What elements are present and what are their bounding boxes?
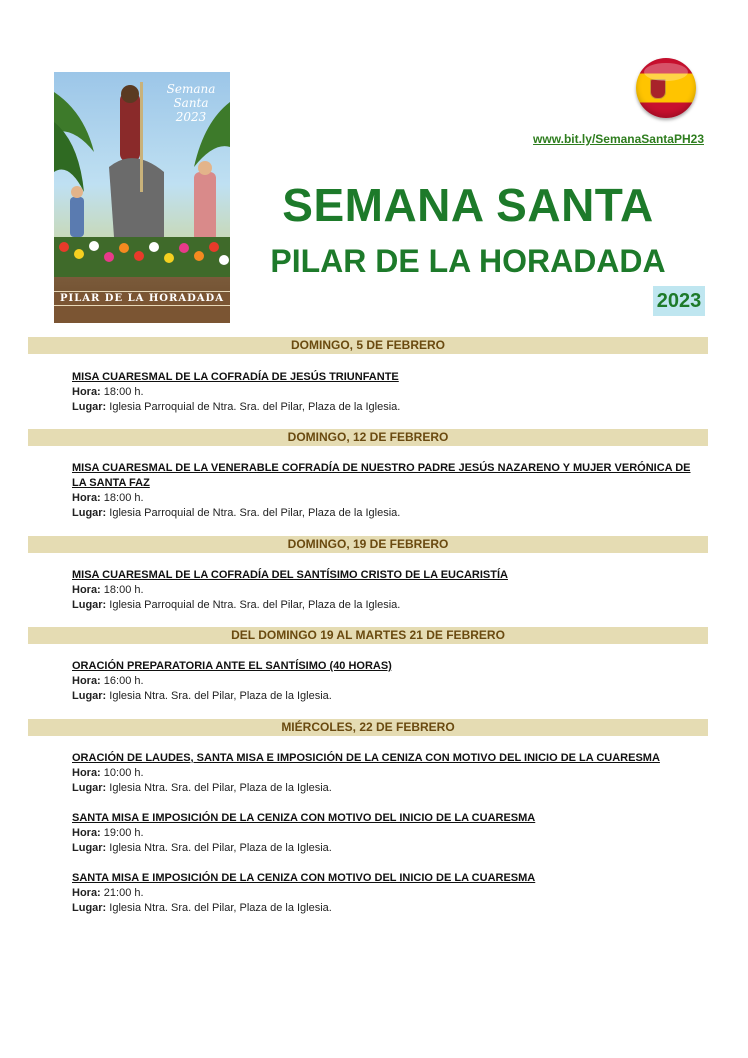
event-item xyxy=(72,568,702,613)
event-place xyxy=(72,598,702,613)
event-title: SANTA MISA E IMPOSICIÓN DE LA CENIZA CON MOTIVO DEL INICIO DE LA CUARESMA xyxy=(72,872,536,884)
lugar-label: Lugar: xyxy=(72,842,107,854)
hora-value: 18:00 h. xyxy=(103,386,144,398)
lugar-value: Iglesia Ntra. Sra. del Pilar, Plaza de la Iglesia. xyxy=(109,902,332,914)
lugar-label: Lugar: xyxy=(72,401,107,413)
coat-of-arms-icon xyxy=(650,79,666,99)
event-place xyxy=(72,506,702,521)
hora-label: Hora: xyxy=(72,887,101,899)
event-title: MISA CUARESMAL DE LA COFRADÍA DE JESÚS TRIUNFANTE xyxy=(72,371,399,383)
event-title: ORACIÓN DE LAUDES, SANTA MISA E IMPOSICIÓN DE LA CENIZA CON MOTIVO DEL INICIO DE LA CUARESMA xyxy=(72,752,660,764)
event-title: ORACIÓN PREPARATORIA ANTE EL SANTÍSIMO (40 HORAS) xyxy=(72,660,392,672)
event-time xyxy=(72,385,702,400)
event-place xyxy=(72,400,702,415)
date-band: MIÉRCOLES, 22 DE FEBRERO xyxy=(28,719,708,736)
event-time xyxy=(72,886,702,901)
spain-flag-icon[interactable] xyxy=(636,58,696,118)
event-time xyxy=(72,674,702,689)
hora-value: 10:00 h. xyxy=(103,767,144,779)
lugar-label: Lugar: xyxy=(72,782,107,794)
hora-value: 19:00 h. xyxy=(103,827,144,839)
page-subtitle: PILAR DE LA HORADADA xyxy=(270,243,666,279)
event-place xyxy=(72,901,702,916)
hora-value: 18:00 h. xyxy=(103,492,144,504)
date-band: DOMINGO, 12 DE FEBRERO xyxy=(28,429,708,446)
lugar-value: Iglesia Ntra. Sra. del Pilar, Plaza de la Iglesia. xyxy=(109,842,332,854)
program-link[interactable]: www.bit.ly/SemanaSantaPH23 xyxy=(533,132,704,146)
event-item xyxy=(72,811,702,856)
event-time xyxy=(72,491,702,506)
poster-town-name: PILAR DE LA HORADADA xyxy=(54,291,230,306)
event-time xyxy=(72,583,702,598)
hora-label: Hora: xyxy=(72,675,101,687)
event-place xyxy=(72,841,702,856)
lugar-value: Iglesia Parroquial de Ntra. Sra. del Pilar, Plaza de la Iglesia. xyxy=(109,401,401,413)
date-band: DEL DOMINGO 19 AL MARTES 21 DE FEBRERO xyxy=(28,627,708,644)
event-item xyxy=(72,751,702,796)
event-item xyxy=(72,370,702,415)
page-title: SEMANA SANTA xyxy=(282,179,654,231)
lugar-label: Lugar: xyxy=(72,902,107,914)
hora-value: 21:00 h. xyxy=(103,887,144,899)
poster-title-line3: 2023 xyxy=(175,110,207,124)
year-badge: 2023 xyxy=(653,286,705,316)
lugar-label: Lugar: xyxy=(72,690,107,702)
hora-label: Hora: xyxy=(72,827,101,839)
flag-shine xyxy=(644,63,688,81)
event-time xyxy=(72,826,702,841)
event-time xyxy=(72,766,702,781)
event-place xyxy=(72,689,702,704)
hora-value: 16:00 h. xyxy=(103,675,144,687)
hora-label: Hora: xyxy=(72,386,101,398)
date-band: DOMINGO, 5 DE FEBRERO xyxy=(28,337,708,354)
event-item xyxy=(72,461,702,521)
event-place xyxy=(72,781,702,796)
date-band: DOMINGO, 19 DE FEBRERO xyxy=(28,536,708,553)
lugar-value: Iglesia Ntra. Sra. del Pilar, Plaza de la Iglesia. xyxy=(109,782,332,794)
lugar-label: Lugar: xyxy=(72,599,107,611)
lugar-label: Lugar: xyxy=(72,507,107,519)
event-item xyxy=(72,659,702,704)
event-title: SANTA MISA E IMPOSICIÓN DE LA CENIZA CON MOTIVO DEL INICIO DE LA CUARESMA xyxy=(72,812,536,824)
lugar-value: Iglesia Parroquial de Ntra. Sra. del Pilar, Plaza de la Iglesia. xyxy=(109,599,401,611)
lugar-value: Iglesia Ntra. Sra. del Pilar, Plaza de la Iglesia. xyxy=(109,690,332,702)
hora-label: Hora: xyxy=(72,767,101,779)
hora-value: 18:00 h. xyxy=(103,584,144,596)
hora-label: Hora: xyxy=(72,584,101,596)
lugar-value: Iglesia Parroquial de Ntra. Sra. del Pilar, Plaza de la Iglesia. xyxy=(109,507,401,519)
poster-title xyxy=(162,82,220,124)
poster-title-line1: Semana xyxy=(166,82,216,96)
event-item xyxy=(72,871,702,916)
event-title: MISA CUARESMAL DE LA VENERABLE COFRADÍA DE NUESTRO PADRE JESÚS NAZARENO Y MUJER VERÓNICA DE LA SANTA FAZ xyxy=(72,462,691,489)
event-title: MISA CUARESMAL DE LA COFRADÍA DEL SANTÍSIMO CRISTO DE LA EUCARISTÍA xyxy=(72,569,508,581)
poster-title-line2: Santa xyxy=(173,96,209,110)
hora-label: Hora: xyxy=(72,492,101,504)
